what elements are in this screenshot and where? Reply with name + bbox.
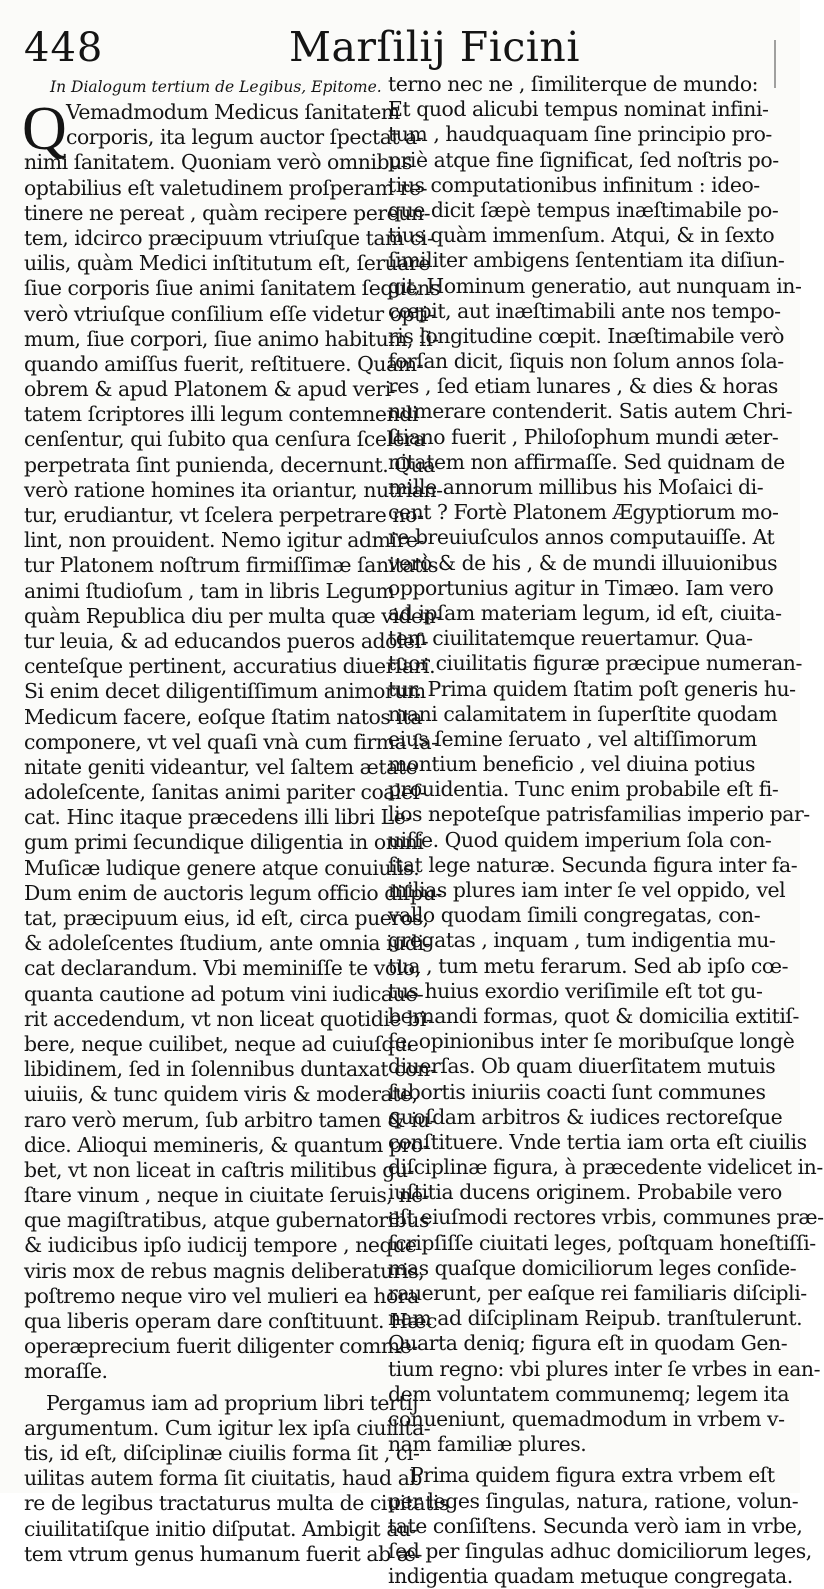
text-line: ris longitudine cœpit. Inæſtimabile verò <box>388 323 784 348</box>
text-line: eius ſemine ſeruato , vel altiſſimorum <box>388 726 757 751</box>
text-line: Et quod alicubi tempus nominat infini- <box>388 97 769 122</box>
text-line: tuor ciuilitatis figuræ præcipue numeran- <box>388 651 802 676</box>
text-line: Dum enim de auctoris legum officio diſpu- <box>24 880 442 905</box>
text-line: conueniunt, quemadmodum in vrbem v- <box>388 1406 785 1431</box>
text-line: terno nec ne , ſimiliterque de mundo: <box>388 72 759 96</box>
text-line: tur Platonem noſtrum firmiſſimæ ſanitatis <box>24 553 438 578</box>
text-line: nimi ſanitatem. Quoniam verò omnibus <box>24 150 412 175</box>
text-line: indigentia quadam metuque congregata. <box>388 1564 793 1589</box>
text-line: cœpit, aut inæſtimabili ante nos tempo- <box>388 298 781 323</box>
text-line: verò & de his , & de mundi illuuionibus <box>388 550 778 575</box>
text-line: quando amiſſus fuerit, reſtituere. Quam- <box>24 351 424 376</box>
page-header <box>14 18 774 74</box>
text-line: tem ciuilitatemque reuertamur. Qua- <box>388 626 753 651</box>
text-line: operæprecium fuerit diligenter comme- <box>24 1334 418 1359</box>
left-column <box>22 76 449 1567</box>
text-line: numerare contenderit. Satis autem Chri- <box>388 399 793 424</box>
text-line: mum, ſiue corpori, ſiue animo habitum, ſi- <box>24 326 439 351</box>
text-line: & iudicibus ipſo iudicij tempore , neque <box>24 1233 417 1258</box>
text-line: mani calamitatem in ſuperſtite quodam <box>388 701 778 726</box>
text-line: opportunius agitur in Timæo. Iam vero <box>388 575 774 600</box>
right-column-text <box>388 72 824 1457</box>
text-line: nitatem non affirmaſſe. Sed quidnam de <box>388 449 785 474</box>
text-line: animi ſtudioſum , tam in libris Legum <box>24 578 395 603</box>
text-line: uiuiis, & tunc quidem viris & moderate, <box>24 1082 418 1107</box>
text-line: verò vtriuſque conſilium eſſe videtur opti- <box>24 301 435 326</box>
right-column <box>388 72 824 1589</box>
text-line: tem vtrum genus humanum fuerit ab æ- <box>24 1541 422 1566</box>
text-line: viris mox de rebus magnis deliberaturis, <box>24 1258 425 1283</box>
text-line: ſubortis iniuriis coacti ſunt communes <box>388 1079 766 1104</box>
text-line: perpetrata ſint punienda, decernunt. Qua <box>24 452 435 477</box>
text-line: quoſdam arbitros & iudices rectoreſque <box>388 1104 783 1129</box>
text-line: Prima quidem figura extra vrbem eſt <box>410 1463 775 1488</box>
text-line: dice. Alioqui memineris, & quantum pro- <box>24 1132 430 1157</box>
text-line: cat. Hinc itaque præcedens illi libri Le- <box>24 805 412 830</box>
text-line: cent ? Fortè Platonem Ægyptiorum mo- <box>388 500 779 525</box>
text-line: prouidentia. Tunc enim probabile eſt fi- <box>388 777 779 802</box>
text-line: res , ſed etiam lunares , & dies & horas <box>388 374 778 399</box>
text-line: nam familiæ plures. <box>388 1432 587 1457</box>
text-line: tius quàm immenſum. Atqui, & in ſexto <box>388 223 775 248</box>
right-column-paragraph-2 <box>388 1463 812 1589</box>
text-line: git, Hominum generatio, aut nunquam in- <box>388 273 802 298</box>
text-line: que dicit ſæpè tempus inæſtimabile po- <box>388 197 779 222</box>
text-line: nitate geniti videantur, vel ſaltem ætate <box>24 754 418 779</box>
text-line: obrem & apud Platonem & apud veri- <box>24 377 398 402</box>
text-line: corporis, ita legum auctor ſpectat a- <box>66 125 424 150</box>
text-line: nam ad diſciplinam Reipub. tranſtulerunt. <box>388 1306 803 1331</box>
text-line: Quarta deniq; figura eſt in quodam Gen- <box>388 1331 788 1356</box>
text-line: optabilius eſt valetudinem proſperam re- <box>24 175 428 200</box>
text-line: lios nepoteſque patrisfamilias imperio par- <box>388 802 810 827</box>
text-line: ſed per ſingulas adhuc domiciliorum leges, <box>388 1538 812 1563</box>
text-line: centeſque pertinent, accuratius diuerſari. <box>24 654 436 679</box>
section-heading: In Dialogum tertium de Legibus, Epitome. <box>50 78 382 96</box>
text-line: quàm Republica diu per multa quæ viden- <box>24 603 442 628</box>
text-line: ad ipſam materiam legum, id eſt, ciuita- <box>388 600 782 625</box>
text-line: tate conſiſtens. Secunda verò iam in vrbe, <box>388 1513 803 1538</box>
text-line: componere, vt vel quaſi vnà cum firma ſa- <box>24 729 438 754</box>
text-line: argumentum. Cum igitur lex ipſa ciuilita- <box>24 1415 431 1440</box>
text-line: priè atque fine ſignificat, ſed noſtris po- <box>388 147 779 172</box>
text-line: tur, erudiantur, vt ſcelera perpetrare no- <box>24 503 424 527</box>
text-line: mille annorum millibus his Moſaici di- <box>388 475 764 499</box>
text-line: tur. Prima quidem ſtatim poſt generis hu- <box>388 676 796 701</box>
text-line: poſtremo neque viro vel mulieri ea hora <box>24 1283 419 1308</box>
running-title: Marſilij Ficini <box>289 23 580 71</box>
text-line: bere, neque cuilibet, neque ad cuiuſque <box>24 1031 419 1056</box>
text-line: libidinem, ſed in ſolennibus duntaxat con- <box>24 1057 437 1082</box>
text-line: Muſicæ ludique genere atque conuiuiis. <box>24 855 420 880</box>
text-line: uiſſe. Quod quidem imperium ſola con- <box>388 827 772 852</box>
text-line: conſtituere. Vnde tertia iam orta eſt ciuilis <box>388 1129 807 1154</box>
text-line: eſt eiuſmodi rectores vrbis, communes præ- <box>388 1205 824 1230</box>
text-line: tius computationibus infinitum : ideo- <box>388 172 760 197</box>
text-line: bet, vt non liceat in caſtris militibus gu- <box>24 1157 414 1182</box>
text-line: verò ratione homines ita oriantur, nutrian- <box>24 477 443 502</box>
text-line: ſe, opinionibus inter ſe moribuſque longè <box>388 1029 795 1054</box>
text-line: tinere ne pereat , quàm recipere pereun- <box>24 200 431 225</box>
text-line: raro verò merum, ſub arbitro tamen & iu- <box>24 1107 437 1132</box>
text-line: gregatas , inquam , tum indigentia mu- <box>388 928 776 953</box>
text-line: Si enim decet diligentiſſimum animorum <box>24 679 426 704</box>
text-line: lint, non prouident. Nemo igitur admire- <box>24 528 424 553</box>
text-line: Vemadmodum Medicus ſanitatem <box>66 100 400 124</box>
text-line: & adoleſcentes ſtudium, ante omnia iudi- <box>24 931 431 956</box>
text-line: tum , haudquaquam ſine principio pro- <box>388 122 772 147</box>
text-line: cat declarandum. Vbi meminiſſe te volo, <box>24 956 421 981</box>
text-line: rit accedendum, vt non liceat quotidie bi- <box>24 1006 433 1031</box>
text-line: tem, idcirco præcipuum vtriuſque tam ci- <box>24 225 434 250</box>
text-line: ſtare vinum , neque in ciuitate ſeruis, ne- <box>24 1183 430 1208</box>
text-line: Pergamus iam ad proprium libri tertij <box>46 1390 419 1415</box>
text-line: re de legibus tractaturus multa de ciuitatis <box>24 1491 449 1516</box>
text-line: adoleſcente, ſanitas animi pariter coaleſ- <box>24 780 427 805</box>
text-line: ſcripſiſſe ciuitati leges, poſtquam honeſtiſſi- <box>388 1230 816 1255</box>
text-line: ſtat lege naturæ. Secunda figura inter fa- <box>388 852 798 877</box>
text-line: tis, id eſt, diſciplinæ ciuilis forma ſit , ci- <box>24 1440 420 1465</box>
text-line: tur leuia, & ad educandos pueros adoleſ- <box>24 628 429 653</box>
text-line: diuerſas. Ob quam diuerſitatem mutuis <box>388 1054 776 1079</box>
text-line: tium regno: vbi plures inter ſe vrbes in ean- <box>388 1356 821 1381</box>
text-line: montium beneficio , vel diuina potius <box>388 752 756 777</box>
text-line: diſciplinæ figura, à præcedente videlicet in- <box>388 1155 823 1180</box>
page-edge-mark <box>774 40 776 88</box>
drop-cap-initial: Q <box>22 95 67 163</box>
text-line: qua liberis operam dare conſtituunt. Hæc <box>24 1309 438 1333</box>
left-column-paragraph-2 <box>24 1390 449 1567</box>
text-line: bernandi formas, quot & domicilia extitiſ- <box>388 1003 799 1028</box>
text-line: milias plures iam inter ſe vel oppido, vel <box>388 878 786 902</box>
text-line: dem voluntatem communemq; legem ita <box>388 1381 790 1406</box>
text-line: cenſentur, qui ſubito qua cenſura ſcelera <box>24 427 426 452</box>
text-line: tua , tum metu ferarum. Sed ab ipſo cœ- <box>388 953 789 978</box>
text-line: iuſtitia ducens originem. Probabile vero <box>388 1180 782 1205</box>
text-line: uilitas autem forma ſit ciuitatis, haud ab <box>24 1466 423 1491</box>
text-line: vallo quodam ſimili congregatas, con- <box>388 903 761 928</box>
text-line: ciuilitatiſque initio diſputat. Ambigit au- <box>24 1516 418 1541</box>
text-line: que magiſtratibus, atque gubernatoribus <box>24 1208 430 1233</box>
text-line: ſiue corporis ſiue animi ſanitatem ſequens <box>24 276 440 301</box>
text-line: mas quaſque domiciliorum leges conſide- <box>388 1255 797 1280</box>
text-line: moraſſe. <box>24 1359 108 1384</box>
text-line: tat, præcipuum eius, id eſt, circa pueros, <box>24 906 429 930</box>
text-line: per leges ſingulas, natura, ratione, volun- <box>388 1488 799 1513</box>
left-column-text <box>22 95 443 1385</box>
page-number: 448 <box>24 25 104 71</box>
text-line: ſimiliter ambigens ſententiam ita diſiun- <box>388 248 785 273</box>
text-line: rauerunt, per eaſque rei familiaris diſcipli- <box>388 1281 807 1305</box>
text-line: ſtiano fuerit , Philoſophum mundi æter- <box>388 424 779 449</box>
text-line: Medicum facere, eoſque ſtatim natos ita <box>24 704 422 729</box>
text-line: tus huius exordio veriſimile eſt tot gu- <box>388 978 763 1003</box>
text-line: quanta cautione ad potum vini iudicaue- <box>24 981 424 1006</box>
text-line: gum primi ſecundique diligentia in omni <box>24 830 424 855</box>
text-line: uilis, quàm Medici inſtitutum eſt, ſeruare <box>24 251 430 276</box>
text-line: re breuiuſculos annos computauiſſe. At <box>388 525 775 550</box>
text-line: forſan dicit, ſiquis non ſolum annos ſola- <box>388 349 784 374</box>
text-line: tatem ſcriptores illi legum contemnendi <box>24 402 418 427</box>
